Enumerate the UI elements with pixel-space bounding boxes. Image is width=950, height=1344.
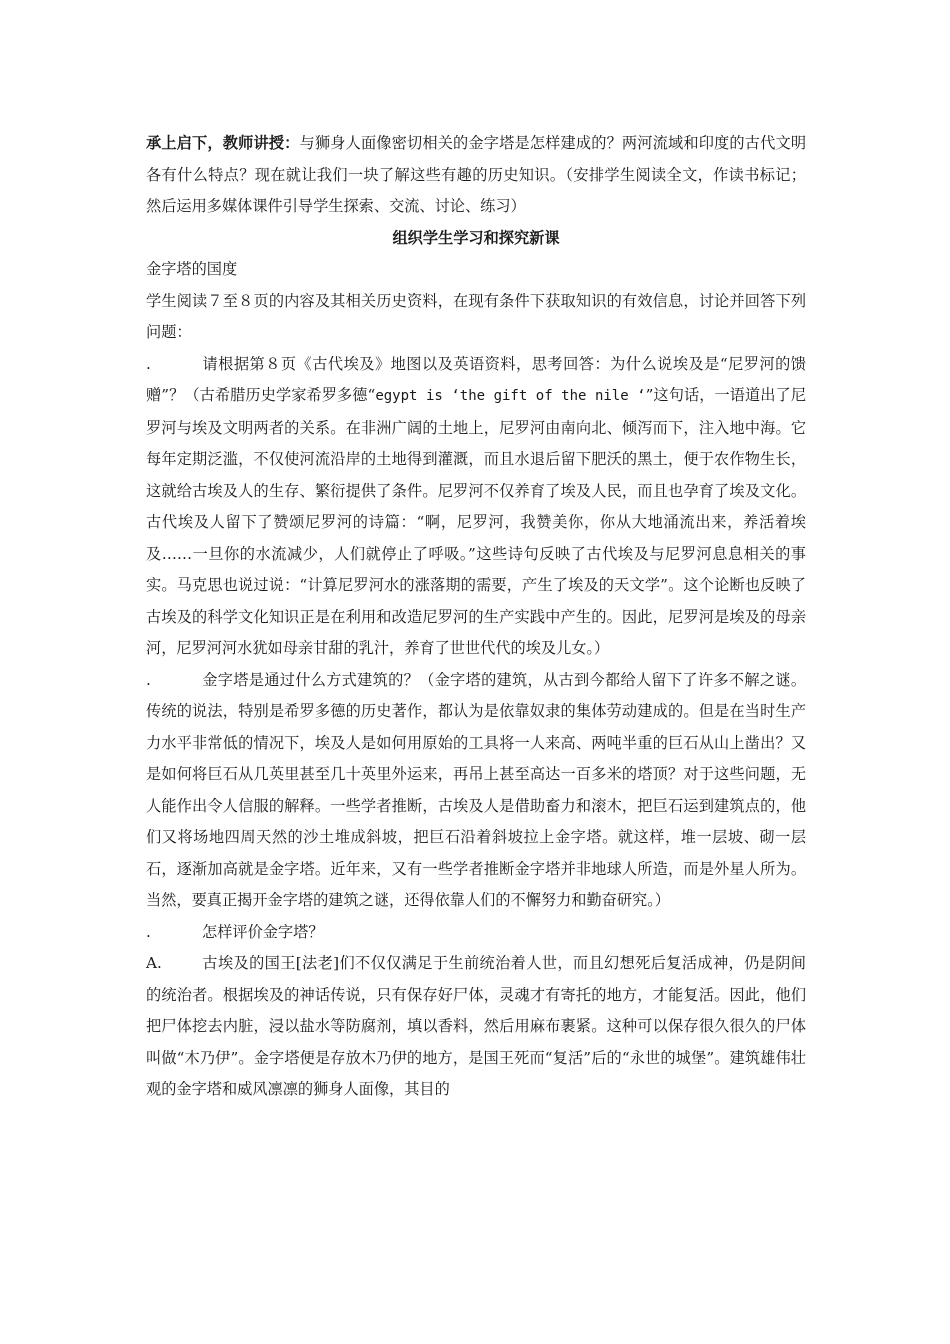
item-text: 金字塔是通过什么方式建筑的？（金字塔的建筑，从古到今都给人留下了许多不解之谜。传统的说法，特别是希罗多德的历史著作，都认为是依靠奴隶的集体劳动建成的。但是在当时生产力水平非常低的情况下，埃及人是如何用原始的工具将一人来高、两吨半重的巨石从山上凿出？又是如何将巨石从几英里甚至几十英里外运来，再吊上甚至高达一百多米的塔顶？对于这些问题，无人能作出令人信服的解释。一些学者推断，古埃及人是借助畜力和滚木，把巨石运到建筑点的，他们又将场地四周天然的沙土堆成斜坡，把巨石沿着斜坡拉上金字塔。就这样，堆一层坡、砌一层石，逐渐加高就是金字塔。近年来，又有一些学者推断金字塔并非地球人所造，而是外星人所为。当然，要真正揭开金字塔的建筑之谜，还得依靠人们的不懈努力和勤奋研究。） (146, 670, 806, 909)
document-page (146, 128, 806, 1106)
item-text: 古埃及的国王[法老]们不仅仅满足于生前统治着人世，而且幻想死后复活成神，仍是阴间的统治者。根据埃及的神话传说，只有保存好尸体，灵魂才有寄托的地方，才能复活。因此，他们把尸体挖去内脏，浸以盐水等防腐剂，填以香料，然后用麻布裹紧。这种可以保存很久很久的尸体叫做“木乃伊”。金字塔便是存放木乃伊的地方，是国王死而“复活”后的“永世的城堡”。建筑雄伟壮观的金字塔和威风凛凛的狮身人面像，其目的 (146, 954, 806, 1098)
english-quote: egypt is ‘the gift of the nile ‘ (375, 388, 646, 404)
intro-text: 与狮身人面像密切相关的金字塔是怎样建成的？两河流域和印度的古代文明各有什么特点？现在就让我们一块了解这些有趣的历史知识。（安排学生阅读全文，作读书标记；然后运用多媒体课件引导学生探索、交流、讨论、练习） (146, 134, 807, 215)
answer-item-a (146, 948, 806, 1106)
item-text-before: 请根据第８页《古代埃及》地图以及英语资料，思考回答：为什么说埃及是“尼罗河的馈赠”？（古希腊历史学家希罗多德“ (146, 354, 806, 404)
item-text: 怎样评价金字塔？ (202, 922, 324, 941)
subheading: 金字塔的国度 (146, 260, 238, 278)
question-item-3 (146, 917, 806, 949)
question-item-2 (146, 665, 806, 917)
item-text-after: ”这句话，一语道出了尼罗河与埃及文明两者的关系。在非洲广阔的土地上，尼罗河由南向北、倾泻而下，注入地中海。它每年定期泛滥，不仅使河流沿岸的土地得到灌溉，而且水退后留下肥沃的黑土，便于农作物生长，这就给古埃及人的生存、繁衍提供了条件。尼罗河不仅养育了埃及人民，而且也孕育了埃及文化。古代埃及人留下了赞颂尼罗河的诗篇：“啊，尼罗河，我赞美你，你从大地涌流出来，养活着埃及……一旦你的水流减少，人们就停止了呼吸。”这些诗句反映了古代埃及与尼罗河息息相关的事实。马克思也说过说：“计算尼罗河水的涨落期的需要，产生了埃及的天文学”。这个论断也反映了古埃及的科学文化知识正是在利用和改造尼罗河的生产实践中产生的。因此，尼罗河是埃及的母亲河，尼罗河河水犹如母亲甘甜的乳汁，养育了世世代代的埃及儿女。） (146, 386, 807, 657)
section-heading: 组织学生学习和探究新课 (392, 228, 560, 247)
intro-bold-label: 承上启下，教师讲授： (146, 134, 300, 152)
item-marker: . (146, 922, 151, 941)
question-item-1 (146, 349, 806, 665)
intro-paragraph (146, 128, 806, 223)
item-marker: . (146, 670, 151, 689)
item-marker: . (146, 354, 151, 373)
item-marker: A. (146, 954, 162, 972)
instruction-paragraph: 学生阅读７至８页的内容及其相关历史资料，在现有条件下获取知识的有效信息，讨论并回答下列问题： (146, 291, 806, 341)
